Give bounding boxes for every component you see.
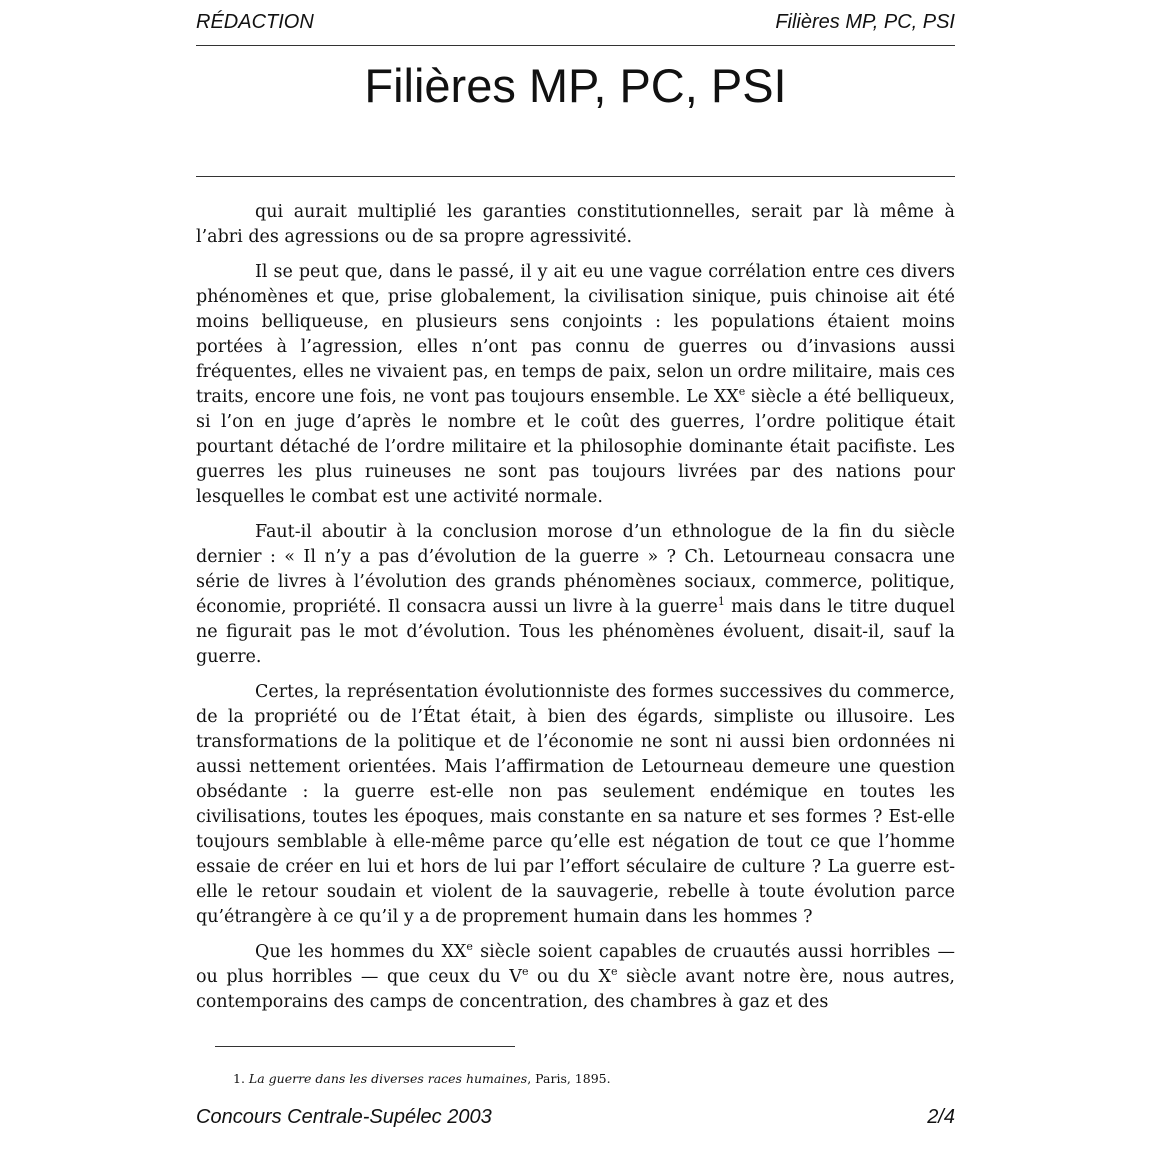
header-rule xyxy=(196,45,955,46)
paragraph-3 xyxy=(196,520,955,670)
footer-exam-label: Concours Centrale-Supélec 2003 xyxy=(196,1106,492,1128)
paragraph-5-text-a: Que les hommes du XX xyxy=(255,942,467,962)
paragraph-2-text-b: siècle a été belliqueux, si l’on en juge d’après le nombre et le coût des guerres, l’ordre politique était pourtant détaché de l’ordre militaire et la philosophie dominante était pacifiste. Les guerres les plus ruineuses ne sont pas toujours livrées par des nations pour lesquelles le combat est une activité normale. xyxy=(196,387,955,507)
paragraph-2 xyxy=(196,260,955,510)
header-track-label: Filières MP, PC, PSI xyxy=(775,11,955,33)
superscript: e xyxy=(521,965,529,978)
paragraph-5 xyxy=(196,940,955,1015)
paragraph-2-text-a: Il se peut que, dans le passé, il y ait eu une vague corrélation entre ces divers phénomènes et que, prise globalement, la civilisation sinique, puis chinoise ait été moins belliqueuse, en plusieurs sens conjoints : les populations étaient moins portées à l’agression, elles n’ont pas connu de guerres ou d’invasions aussi fréquentes, elles ne vivaient pas, en temps de paix, selon un ordre militaire, mais ces traits, encore une fois, ne vont pas toujours ensemble. Le XX xyxy=(196,262,955,407)
footnote-rule xyxy=(215,1046,515,1047)
paragraph-4 xyxy=(196,680,955,930)
paragraph-1-text: qui aurait multiplié les garanties constitutionnelles, serait par là même à l’abri des agressions ou de sa propre agressivité. xyxy=(196,202,955,247)
title-rule xyxy=(196,176,955,177)
running-footer xyxy=(196,1106,955,1132)
paragraph-5-text-d: siècle avant notre ère, nous autres, contemporains des camps de concentration, des chambres à gaz et des xyxy=(196,967,955,1012)
footnote-ref: 1 xyxy=(717,595,725,608)
footnote xyxy=(233,1071,953,1087)
paragraph-1 xyxy=(196,200,955,250)
paragraph-5-text-c: ou du X xyxy=(528,967,611,987)
body-text xyxy=(196,200,955,1025)
header-section-label: RÉDACTION xyxy=(196,11,314,33)
superscript: e xyxy=(738,385,746,398)
footnote-number: 1. xyxy=(233,1071,245,1086)
paragraph-3-text-b: mais dans le titre duquel ne figurait pas le mot d’évolution. Tous les phénomènes évoluent, disait-il, sauf la guerre. xyxy=(196,597,956,667)
footer-page-number: 2/4 xyxy=(927,1106,955,1128)
footnote-rest: , Paris, 1895. xyxy=(527,1071,611,1086)
superscript: e xyxy=(610,965,618,978)
paragraph-3-text-a: Faut-il aboutir à la conclusion morose d’un ethnologue de la fin du siècle dernier : « Il n’y a pas d’évolution de la guerre » ? Ch. Letourneau consacra une série de livres à l’évolution des grands phénomènes sociaux, commerce, politique, économie, propriété. Il consacra aussi un livre à la guerre xyxy=(196,522,955,617)
running-header xyxy=(196,11,955,37)
superscript: e xyxy=(466,940,473,953)
page-title: Filières MP, PC, PSI xyxy=(364,59,787,112)
paragraph-4-text: Certes, la représentation évolutionniste des formes successives du commerce, de la propriété ou de l’État était, à bien des égards, simpliste ou illusoire. Les transformations de la politique et de l’économie ne sont ni aussi bien ordonnées ni aussi nettement orientées. Mais l’affirmation de Letourneau demeure une question obsédante : la guerre est-elle non pas seulement endémique en toutes les civilisations, toutes les époques, mais constante en sa nature et ses formes ? Est-elle toujours semblable à elle-même parce qu’elle est négation de tout ce que l’homme essaie de créer en lui et hors de lui par l’effort séculaire de culture ? La guerre est-elle le retour soudain et violent de la sauvagerie, rebelle à toute évolution parce qu’étrangère à ce qu’il y a de proprement humain dans les hommes ? xyxy=(196,682,955,927)
footnote-book-title: La guerre dans les diverses races humaines xyxy=(248,1071,528,1086)
paragraph-5-text-b: siècle soient capables de cruautés aussi horribles — ou plus horribles — que ceux du V xyxy=(196,942,955,987)
